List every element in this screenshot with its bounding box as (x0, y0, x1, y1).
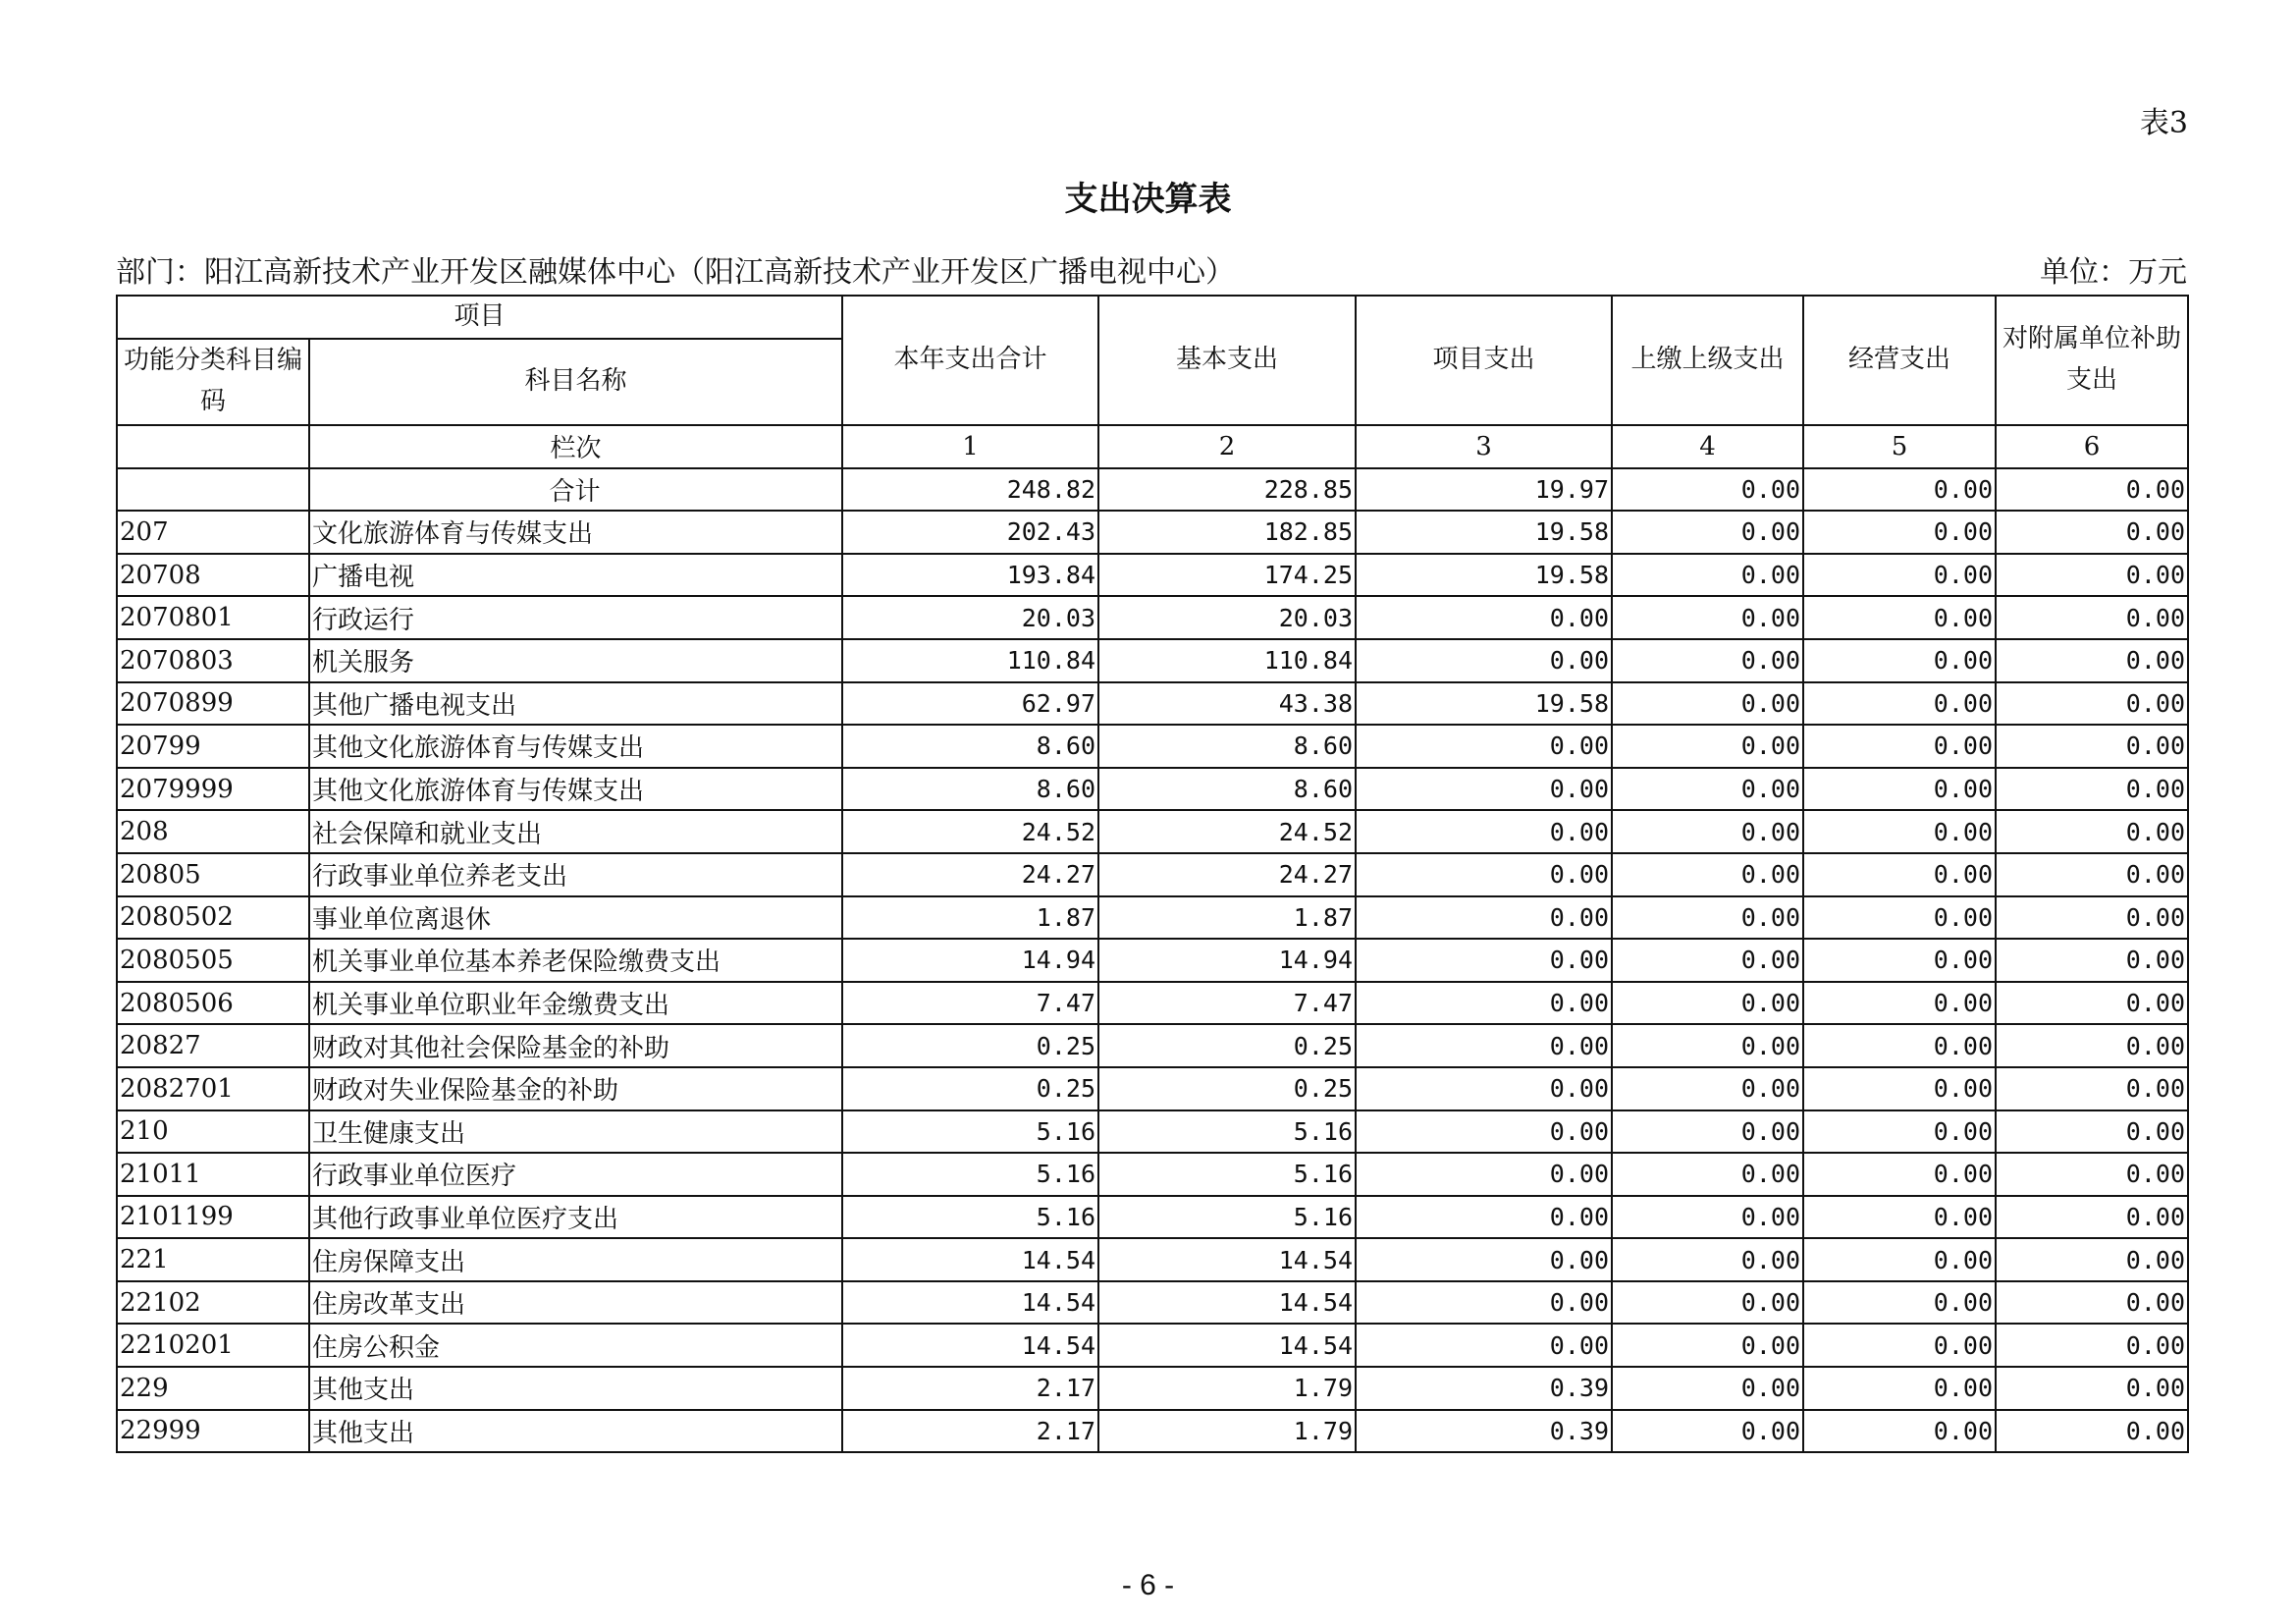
row-value: 0.00 (1612, 639, 1803, 682)
row-value: 0.00 (1996, 1238, 2188, 1281)
row-value: 0.00 (1356, 1024, 1612, 1067)
row-value: 0.00 (1612, 853, 1803, 896)
row-value: 19.58 (1356, 554, 1612, 597)
row-value: 110.84 (842, 639, 1098, 682)
row-value: 0.00 (1803, 1153, 1996, 1196)
row-name: 其他广播电视支出 (309, 682, 842, 726)
table-row (117, 1238, 2188, 1281)
row-value: 0.00 (1996, 1410, 2188, 1453)
total-row (117, 468, 2188, 512)
row-value: 0.00 (1356, 810, 1612, 853)
row-code: 2070803 (117, 639, 309, 682)
row-value: 0.00 (1612, 682, 1803, 726)
total-value: 228.85 (1098, 468, 1356, 512)
row-value: 20.03 (1098, 596, 1356, 639)
row-value: 182.85 (1098, 511, 1356, 554)
row-value: 0.00 (1356, 1110, 1612, 1154)
header-code: 功能分类科目编码 (117, 339, 309, 425)
row-value: 0.00 (1803, 768, 1996, 811)
row-value: 0.00 (1996, 725, 2188, 768)
meta-line (116, 251, 2187, 291)
row-value: 24.52 (1098, 810, 1356, 853)
row-value: 0.00 (1803, 896, 1996, 940)
row-name: 行政运行 (309, 596, 842, 639)
row-name: 事业单位离退休 (309, 896, 842, 940)
row-value: 0.00 (1612, 1196, 1803, 1239)
row-value: 0.00 (1803, 725, 1996, 768)
row-value: 0.00 (1356, 1324, 1612, 1367)
row-name: 行政事业单位养老支出 (309, 853, 842, 896)
table-row (117, 596, 2188, 639)
row-value: 0.00 (1996, 1324, 2188, 1367)
row-code: 2080506 (117, 982, 309, 1025)
table-row (117, 1281, 2188, 1325)
row-value: 7.47 (1098, 982, 1356, 1025)
header-name: 科目名称 (309, 339, 842, 425)
row-value: 0.00 (1996, 982, 2188, 1025)
row-code: 2070899 (117, 682, 309, 726)
header-col-3: 项目支出 (1356, 296, 1612, 425)
row-name: 社会保障和就业支出 (309, 810, 842, 853)
row-name: 财政对失业保险基金的补助 (309, 1067, 842, 1110)
row-name: 住房公积金 (309, 1324, 842, 1367)
row-code: 20827 (117, 1024, 309, 1067)
row-value: 0.00 (1803, 1238, 1996, 1281)
row-code: 229 (117, 1367, 309, 1410)
row-code: 2079999 (117, 768, 309, 811)
row-value: 0.00 (1612, 1153, 1803, 1196)
row-name: 其他文化旅游体育与传媒支出 (309, 768, 842, 811)
row-value: 0.00 (1612, 554, 1803, 597)
row-name: 卫生健康支出 (309, 1110, 842, 1154)
row-value: 14.54 (842, 1281, 1098, 1325)
row-code: 207 (117, 511, 309, 554)
row-code: 221 (117, 1238, 309, 1281)
row-value: 0.00 (1612, 1067, 1803, 1110)
row-value: 24.27 (842, 853, 1098, 896)
row-value: 0.00 (1612, 1410, 1803, 1453)
row-value: 0.00 (1356, 939, 1612, 982)
row-value: 1.87 (1098, 896, 1356, 940)
row-value: 14.54 (1098, 1238, 1356, 1281)
row-value: 0.25 (1098, 1067, 1356, 1110)
row-value: 0.00 (1612, 725, 1803, 768)
total-value: 19.97 (1356, 468, 1612, 512)
row-value: 0.00 (1803, 1024, 1996, 1067)
row-name: 机关事业单位基本养老保险缴费支出 (309, 939, 842, 982)
row-value: 0.00 (1356, 1281, 1612, 1325)
row-value: 14.94 (1098, 939, 1356, 982)
row-value: 19.58 (1356, 682, 1612, 726)
total-value: 0.00 (1803, 468, 1996, 512)
row-value: 0.00 (1356, 1238, 1612, 1281)
row-value: 0.00 (1356, 1067, 1612, 1110)
seq-empty (117, 425, 309, 468)
row-value: 24.52 (842, 810, 1098, 853)
row-value: 0.00 (1996, 1153, 2188, 1196)
row-code: 210 (117, 1110, 309, 1154)
row-value: 0.00 (1356, 982, 1612, 1025)
seq-2: 2 (1098, 425, 1356, 468)
row-value: 5.16 (1098, 1110, 1356, 1154)
row-value: 0.00 (1803, 1281, 1996, 1325)
row-name: 机关服务 (309, 639, 842, 682)
row-value: 110.84 (1098, 639, 1356, 682)
table-row (117, 1324, 2188, 1367)
row-value: 0.25 (842, 1067, 1098, 1110)
table-row (117, 1196, 2188, 1239)
row-value: 0.00 (1612, 511, 1803, 554)
row-value: 0.00 (1803, 1110, 1996, 1154)
row-value: 0.25 (842, 1024, 1098, 1067)
row-name: 其他支出 (309, 1410, 842, 1453)
row-code: 2210201 (117, 1324, 309, 1367)
row-value: 0.00 (1803, 596, 1996, 639)
row-value: 0.00 (1612, 896, 1803, 940)
row-code: 20805 (117, 853, 309, 896)
row-value: 0.00 (1996, 1067, 2188, 1110)
row-value: 24.27 (1098, 853, 1356, 896)
table-row (117, 810, 2188, 853)
row-value: 14.94 (842, 939, 1098, 982)
row-value: 0.00 (1356, 768, 1612, 811)
row-value: 0.00 (1803, 939, 1996, 982)
header-project: 项目 (117, 296, 842, 339)
sequence-row (117, 425, 2188, 468)
row-value: 0.00 (1612, 1110, 1803, 1154)
row-value: 0.00 (1803, 682, 1996, 726)
row-value: 0.00 (1996, 1196, 2188, 1239)
table-row (117, 639, 2188, 682)
row-value: 0.00 (1996, 639, 2188, 682)
row-value: 19.58 (1356, 511, 1612, 554)
row-code: 22102 (117, 1281, 309, 1325)
table-row (117, 1410, 2188, 1453)
row-value: 0.00 (1356, 896, 1612, 940)
expenditure-table (116, 295, 2189, 1453)
row-name: 其他支出 (309, 1367, 842, 1410)
header-col-5: 经营支出 (1803, 296, 1996, 425)
seq-1: 1 (842, 425, 1098, 468)
row-value: 0.00 (1612, 1024, 1803, 1067)
row-value: 2.17 (842, 1410, 1098, 1453)
row-value: 0.00 (1612, 1324, 1803, 1367)
row-name: 广播电视 (309, 554, 842, 597)
header-col-1: 本年支出合计 (842, 296, 1098, 425)
row-value: 0.00 (1612, 1238, 1803, 1281)
row-value: 8.60 (842, 768, 1098, 811)
table-row (117, 896, 2188, 940)
row-value: 0.00 (1996, 1367, 2188, 1410)
row-value: 0.00 (1996, 1281, 2188, 1325)
row-value: 5.16 (1098, 1153, 1356, 1196)
row-value: 174.25 (1098, 554, 1356, 597)
row-value: 7.47 (842, 982, 1098, 1025)
row-value: 0.00 (1612, 596, 1803, 639)
row-value: 0.00 (1612, 1281, 1803, 1325)
row-value: 5.16 (1098, 1196, 1356, 1239)
row-value: 8.60 (842, 725, 1098, 768)
row-value: 0.00 (1803, 1324, 1996, 1367)
row-value: 0.00 (1803, 1367, 1996, 1410)
row-value: 0.00 (1612, 982, 1803, 1025)
total-value: 248.82 (842, 468, 1098, 512)
row-value: 0.00 (1356, 639, 1612, 682)
row-value: 0.00 (1612, 768, 1803, 811)
row-value: 0.39 (1356, 1367, 1612, 1410)
row-code: 2080505 (117, 939, 309, 982)
department-label: 部门：阳江高新技术产业开发区融媒体中心（阳江高新技术产业开发区广播电视中心） (116, 255, 1235, 290)
row-name: 其他文化旅游体育与传媒支出 (309, 725, 842, 768)
header-col-2: 基本支出 (1098, 296, 1356, 425)
row-value: 0.00 (1612, 1367, 1803, 1410)
header-col-4: 上缴上级支出 (1612, 296, 1803, 425)
row-value: 14.54 (1098, 1324, 1356, 1367)
row-code: 21011 (117, 1153, 309, 1196)
total-code (117, 468, 309, 512)
seq-6: 6 (1996, 425, 2188, 468)
row-value: 14.54 (1098, 1281, 1356, 1325)
table-number: 表3 (2139, 106, 2188, 140)
row-value: 0.00 (1356, 596, 1612, 639)
row-value: 202.43 (842, 511, 1098, 554)
row-value: 2.17 (842, 1367, 1098, 1410)
row-value: 0.00 (1356, 853, 1612, 896)
row-value: 0.00 (1612, 939, 1803, 982)
row-value: 0.00 (1803, 1196, 1996, 1239)
row-value: 1.79 (1098, 1410, 1356, 1453)
row-value: 0.00 (1356, 1196, 1612, 1239)
table-row (117, 511, 2188, 554)
row-code: 2070801 (117, 596, 309, 639)
row-code: 2080502 (117, 896, 309, 940)
row-value: 0.00 (1803, 982, 1996, 1025)
row-code: 22999 (117, 1410, 309, 1453)
row-value: 8.60 (1098, 768, 1356, 811)
row-code: 20708 (117, 554, 309, 597)
seq-5: 5 (1803, 425, 1996, 468)
table-row (117, 1153, 2188, 1196)
row-code: 20799 (117, 725, 309, 768)
row-value: 0.00 (1996, 1110, 2188, 1154)
row-name: 其他行政事业单位医疗支出 (309, 1196, 842, 1239)
row-name: 机关事业单位职业年金缴费支出 (309, 982, 842, 1025)
row-name: 财政对其他社会保险基金的补助 (309, 1024, 842, 1067)
table-row (117, 853, 2188, 896)
row-value: 5.16 (842, 1110, 1098, 1154)
row-value: 0.00 (1356, 1153, 1612, 1196)
total-value: 0.00 (1996, 468, 2188, 512)
seq-4: 4 (1612, 425, 1803, 468)
row-value: 0.00 (1803, 810, 1996, 853)
row-value: 0.00 (1803, 853, 1996, 896)
row-value: 62.97 (842, 682, 1098, 726)
page-title: 支出决算表 (1064, 180, 1232, 219)
table-row (117, 725, 2188, 768)
row-value: 0.00 (1996, 682, 2188, 726)
total-label: 合计 (309, 468, 842, 512)
row-value: 0.00 (1803, 639, 1996, 682)
table-row (117, 1110, 2188, 1154)
table-row (117, 1024, 2188, 1067)
row-value: 0.00 (1996, 939, 2188, 982)
row-value: 0.00 (1803, 511, 1996, 554)
row-code: 2082701 (117, 1067, 309, 1110)
row-value: 0.00 (1996, 596, 2188, 639)
row-name: 住房改革支出 (309, 1281, 842, 1325)
row-name: 文化旅游体育与传媒支出 (309, 511, 842, 554)
table-row (117, 1067, 2188, 1110)
table-row (117, 682, 2188, 726)
row-value: 43.38 (1098, 682, 1356, 726)
row-value: 20.03 (842, 596, 1098, 639)
row-value: 0.00 (1996, 1024, 2188, 1067)
row-value: 14.54 (842, 1324, 1098, 1367)
row-value: 1.87 (842, 896, 1098, 940)
row-value: 1.79 (1098, 1367, 1356, 1410)
row-value: 0.00 (1803, 554, 1996, 597)
row-code: 208 (117, 810, 309, 853)
table-row (117, 939, 2188, 982)
row-name: 行政事业单位医疗 (309, 1153, 842, 1196)
table-row (117, 768, 2188, 811)
table-row (117, 1367, 2188, 1410)
row-value: 0.00 (1612, 810, 1803, 853)
table-row (117, 982, 2188, 1025)
row-code: 2101199 (117, 1196, 309, 1239)
row-value: 0.00 (1803, 1067, 1996, 1110)
total-value: 0.00 (1612, 468, 1803, 512)
row-value: 8.60 (1098, 725, 1356, 768)
row-value: 0.00 (1996, 810, 2188, 853)
row-value: 0.00 (1996, 511, 2188, 554)
row-value: 0.00 (1803, 1410, 1996, 1453)
row-name: 住房保障支出 (309, 1238, 842, 1281)
row-value: 14.54 (842, 1238, 1098, 1281)
row-value: 0.39 (1356, 1410, 1612, 1453)
seq-label: 栏次 (309, 425, 842, 468)
row-value: 0.25 (1098, 1024, 1356, 1067)
table-row (117, 554, 2188, 597)
row-value: 0.00 (1996, 768, 2188, 811)
row-value: 193.84 (842, 554, 1098, 597)
unit-label: 单位：万元 (2040, 255, 2187, 290)
row-value: 5.16 (842, 1153, 1098, 1196)
row-value: 5.16 (842, 1196, 1098, 1239)
row-value: 0.00 (1996, 853, 2188, 896)
row-value: 0.00 (1996, 896, 2188, 940)
page-number: - 6 - (1121, 1569, 1175, 1601)
row-value: 0.00 (1996, 554, 2188, 597)
row-value: 0.00 (1356, 725, 1612, 768)
header-col-6: 对附属单位补助支出 (1996, 296, 2188, 425)
seq-3: 3 (1356, 425, 1612, 468)
